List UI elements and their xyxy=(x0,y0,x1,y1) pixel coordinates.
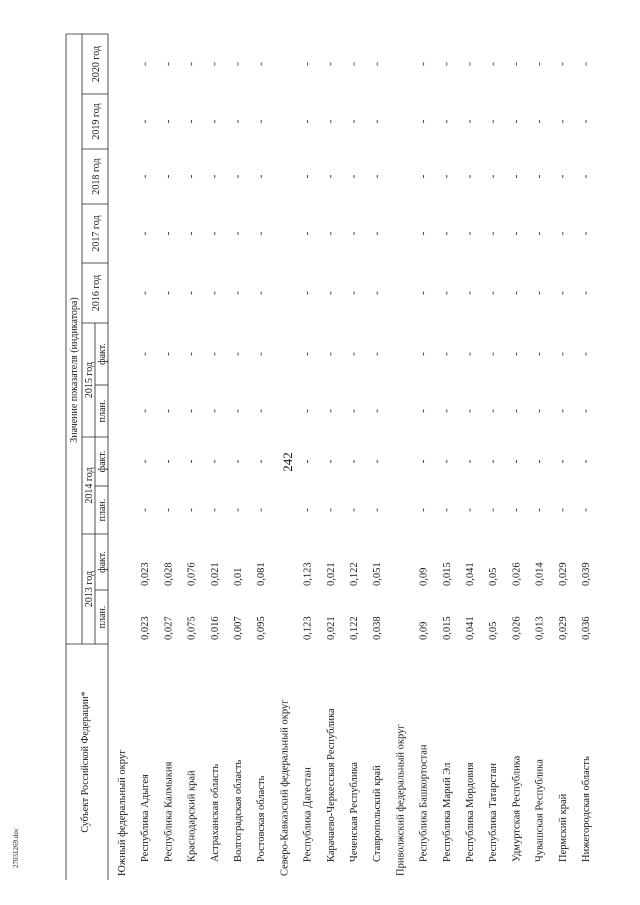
plan-2013-value: 0,023 xyxy=(140,616,152,640)
year-header-2017: 2017 год xyxy=(91,215,102,252)
plan-2013-value: 0,027 xyxy=(163,616,175,640)
plan-2013-value: 0,038 xyxy=(372,616,384,640)
plan-2013-value: 0,036 xyxy=(581,616,592,640)
indicator-group-header: Значение показателя (индикатора) xyxy=(69,297,80,443)
fact-2013-value: 0,014 xyxy=(534,562,546,586)
region-name: Чеченская Республика xyxy=(349,761,360,862)
region-name: Карачаево-Черкесская Республика xyxy=(325,708,337,862)
plan-2013-value: 0,021 xyxy=(325,616,337,640)
region-name: Удмуртская Республика xyxy=(511,755,523,862)
year-header-2016: 2016 год xyxy=(91,274,102,312)
fact-2013-value: 0,041 xyxy=(465,562,476,586)
fact-2013-value: 0,09 xyxy=(418,567,430,586)
plan-2013-value: 0,013 xyxy=(534,616,546,640)
region-name: Республика Дагестан xyxy=(302,767,314,862)
fact-2013-value: 0,015 xyxy=(441,562,453,586)
region-name: Республика Татарстан xyxy=(488,762,500,862)
district-name: Приволжский федеральный округ xyxy=(395,724,407,876)
region-name: Волгоградская область xyxy=(233,759,244,862)
region-name: Республика Марий Эл xyxy=(441,762,453,862)
fact-2013-value: 0,026 xyxy=(511,562,523,586)
plan-2013-value: 0,007 xyxy=(233,616,244,640)
plan-2013-value: 0,09 xyxy=(418,621,430,640)
fact-2013-value: 0,023 xyxy=(140,562,152,586)
fact-2013-value: 0,021 xyxy=(209,562,221,586)
plan-2013-value: 0,122 xyxy=(349,616,360,640)
region-name: Республика Адыгея xyxy=(140,774,152,862)
year-header-2013: 2013 год xyxy=(84,570,95,608)
fact-2013-value: 0,05 xyxy=(488,567,500,586)
fact-2013-value: 0,028 xyxy=(163,562,175,586)
fact-subheader: факт. xyxy=(97,343,108,365)
fact-2013-value: 0,081 xyxy=(256,562,268,586)
fact-2013-value: 0,029 xyxy=(557,562,569,586)
plan-subheader: план. xyxy=(97,399,108,423)
indicator-table xyxy=(66,34,592,880)
year-header-2014: 2014 год xyxy=(84,467,95,504)
plan-2013-value: 0,123 xyxy=(302,616,314,640)
fact-2013-value: 0,01 xyxy=(233,567,244,586)
region-name: Чувашская Республика xyxy=(534,759,546,862)
region-name: Пермский край xyxy=(557,793,569,862)
plan-subheader: план. xyxy=(97,498,108,522)
fact-2013-value: 0,123 xyxy=(302,562,314,586)
region-name: Астраханская область xyxy=(209,764,221,862)
fact-2013-value: 0,076 xyxy=(186,562,198,586)
plan-2013-value: 0,095 xyxy=(256,616,268,640)
fact-2013-value: 0,122 xyxy=(349,562,360,586)
region-name: Республика Калмыкия xyxy=(163,761,175,862)
region-name: Нижегородская область xyxy=(581,756,592,862)
fact-2013-value: 0,021 xyxy=(325,562,337,586)
fact-subheader: факт. xyxy=(97,450,108,473)
plan-2013-value: 0,016 xyxy=(209,616,221,640)
year-header-2018: 2018 год xyxy=(91,158,102,195)
page-number: 242 xyxy=(280,452,295,472)
district-name: Южный федеральный округ xyxy=(117,749,128,876)
district-name: Северо-Кавказский федеральный округ xyxy=(279,699,291,876)
plan-2013-value: 0,029 xyxy=(557,616,569,640)
year-header-2019: 2019 год xyxy=(91,103,102,140)
year-header-2015: 2015 год xyxy=(84,361,95,399)
plan-subheader: план. xyxy=(97,605,108,629)
year-header-2020: 2020 год xyxy=(91,45,102,83)
region-name: Ростовская область xyxy=(256,775,268,862)
plan-2013-value: 0,041 xyxy=(465,616,476,640)
fact-2013-value: 0,039 xyxy=(581,562,592,586)
plan-2013-value: 0,015 xyxy=(441,616,453,640)
plan-2013-value: 0,026 xyxy=(511,616,523,640)
subject-column-header: Субъект Российской Федерации* xyxy=(80,691,91,833)
region-name: Республика Башкортостан xyxy=(418,744,430,862)
fact-2013-value: 0,051 xyxy=(372,562,384,586)
plan-2013-value: 0,075 xyxy=(186,616,198,640)
region-name: Республика Мордовия xyxy=(465,762,476,862)
fact-subheader: факт. xyxy=(97,551,108,573)
region-name: Ставропольский край xyxy=(372,765,384,862)
plan-2013-value: 0,05 xyxy=(488,621,500,640)
footer-doc-name: 27031269.doc xyxy=(12,828,20,868)
region-name: Краснодарский край xyxy=(186,770,198,862)
